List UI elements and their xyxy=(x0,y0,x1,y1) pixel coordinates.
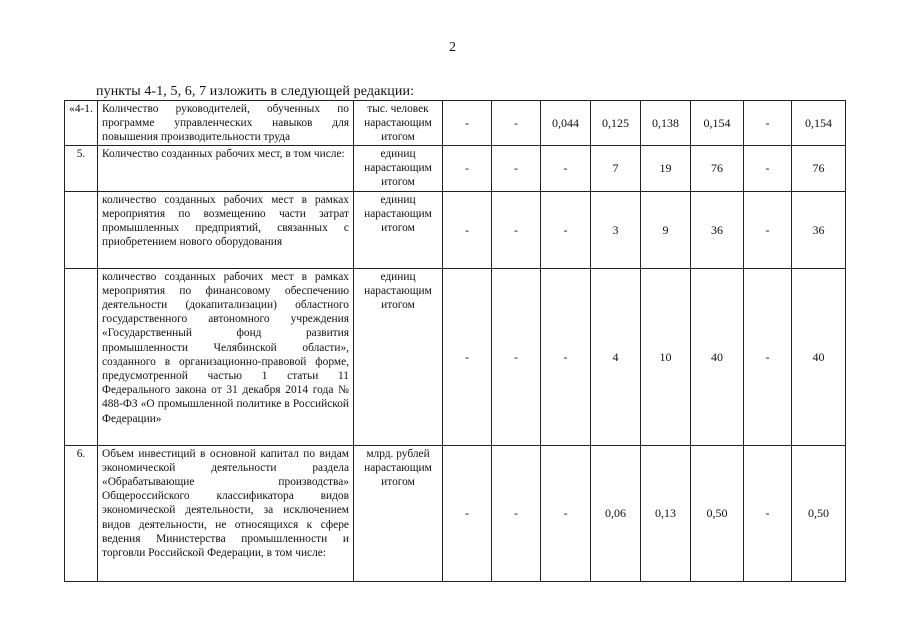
value-cell: 10 xyxy=(641,268,691,445)
value-cell: - xyxy=(443,445,492,581)
row-description: Количество руководителей, обученных по программе управленческих навыков для повышения производительности труда xyxy=(98,101,354,146)
value-cell: - xyxy=(492,268,541,445)
value-cell: - xyxy=(492,191,541,268)
row-description: количество созданных рабочих мест в рамках мероприятия по возмещению части затрат промышленных предприятий, связанных с приобретением нового оборудования xyxy=(98,191,354,268)
value-cell: 19 xyxy=(641,145,691,191)
row-number: 6. xyxy=(65,445,98,581)
indicators-table xyxy=(64,100,846,582)
value-cell: 0,138 xyxy=(641,101,691,146)
value-cell: - xyxy=(744,445,792,581)
table-row xyxy=(65,145,846,191)
value-cell: 0,154 xyxy=(691,101,744,146)
value-cell: 40 xyxy=(792,268,846,445)
value-cell: 36 xyxy=(792,191,846,268)
value-cell: 3 xyxy=(591,191,641,268)
value-cell: 36 xyxy=(691,191,744,268)
value-cell: 76 xyxy=(691,145,744,191)
table-row xyxy=(65,445,846,581)
value-cell: 0,154 xyxy=(792,101,846,146)
value-cell: - xyxy=(443,101,492,146)
value-cell: 76 xyxy=(792,145,846,191)
intro-text: пункты 4-1, 5, 6, 7 изложить в следующей редакции: xyxy=(96,84,415,99)
page-number: 2 xyxy=(449,40,456,55)
value-cell: - xyxy=(744,268,792,445)
row-description: Количество созданных рабочих мест, в том числе: xyxy=(98,145,354,191)
row-number xyxy=(65,191,98,268)
value-cell: - xyxy=(744,191,792,268)
value-cell: - xyxy=(492,145,541,191)
value-cell: - xyxy=(443,268,492,445)
row-number xyxy=(65,268,98,445)
value-cell: 9 xyxy=(641,191,691,268)
value-cell: 4 xyxy=(591,268,641,445)
value-cell: - xyxy=(541,145,591,191)
value-cell: - xyxy=(443,191,492,268)
value-cell: 0,50 xyxy=(792,445,846,581)
value-cell: - xyxy=(492,101,541,146)
value-cell: - xyxy=(443,145,492,191)
value-cell: 0,13 xyxy=(641,445,691,581)
value-cell: 40 xyxy=(691,268,744,445)
row-unit: млрд. рублей нарастающим итогом xyxy=(354,445,443,581)
value-cell: - xyxy=(492,445,541,581)
row-unit: единиц нарастающим итогом xyxy=(354,268,443,445)
value-cell: - xyxy=(744,101,792,146)
value-cell: 0,125 xyxy=(591,101,641,146)
row-number: «4-1. xyxy=(65,101,98,146)
value-cell: 7 xyxy=(591,145,641,191)
value-cell: 0,044 xyxy=(541,101,591,146)
row-number: 5. xyxy=(65,145,98,191)
value-cell: - xyxy=(541,191,591,268)
value-cell: - xyxy=(744,145,792,191)
value-cell: 0,50 xyxy=(691,445,744,581)
table-row xyxy=(65,268,846,445)
value-cell: - xyxy=(541,268,591,445)
value-cell: - xyxy=(541,445,591,581)
row-unit: единиц нарастающим итогом xyxy=(354,145,443,191)
row-unit: единиц нарастающим итогом xyxy=(354,191,443,268)
table-row xyxy=(65,101,846,146)
row-description: количество созданных рабочих мест в рамках мероприятия по финансовому обеспечению деятельности (докапитализации) областного государственного автономного учреждения «Государственный фонд развития промышленности Челябинской области», созданного в организационно-правовой форме, предусмотренной частью 1 статьи 11 Федерального закона от 31 декабря 2014 года № 488-ФЗ «О промышленной политике в Российской Федерации» xyxy=(98,268,354,445)
value-cell: 0,06 xyxy=(591,445,641,581)
row-description: Объем инвестиций в основной капитал по видам экономической деятельности раздела «Обрабатывающие производства» Общероссийского классификатора видов экономической деятельности, за исключением видов деятельности, не относящихся к сфере ведения Министерства промышленности и торговли Российской Федерации, в том числе: xyxy=(98,445,354,581)
table-row xyxy=(65,191,846,268)
row-unit: тыс. человек нарастающим итогом xyxy=(354,101,443,146)
